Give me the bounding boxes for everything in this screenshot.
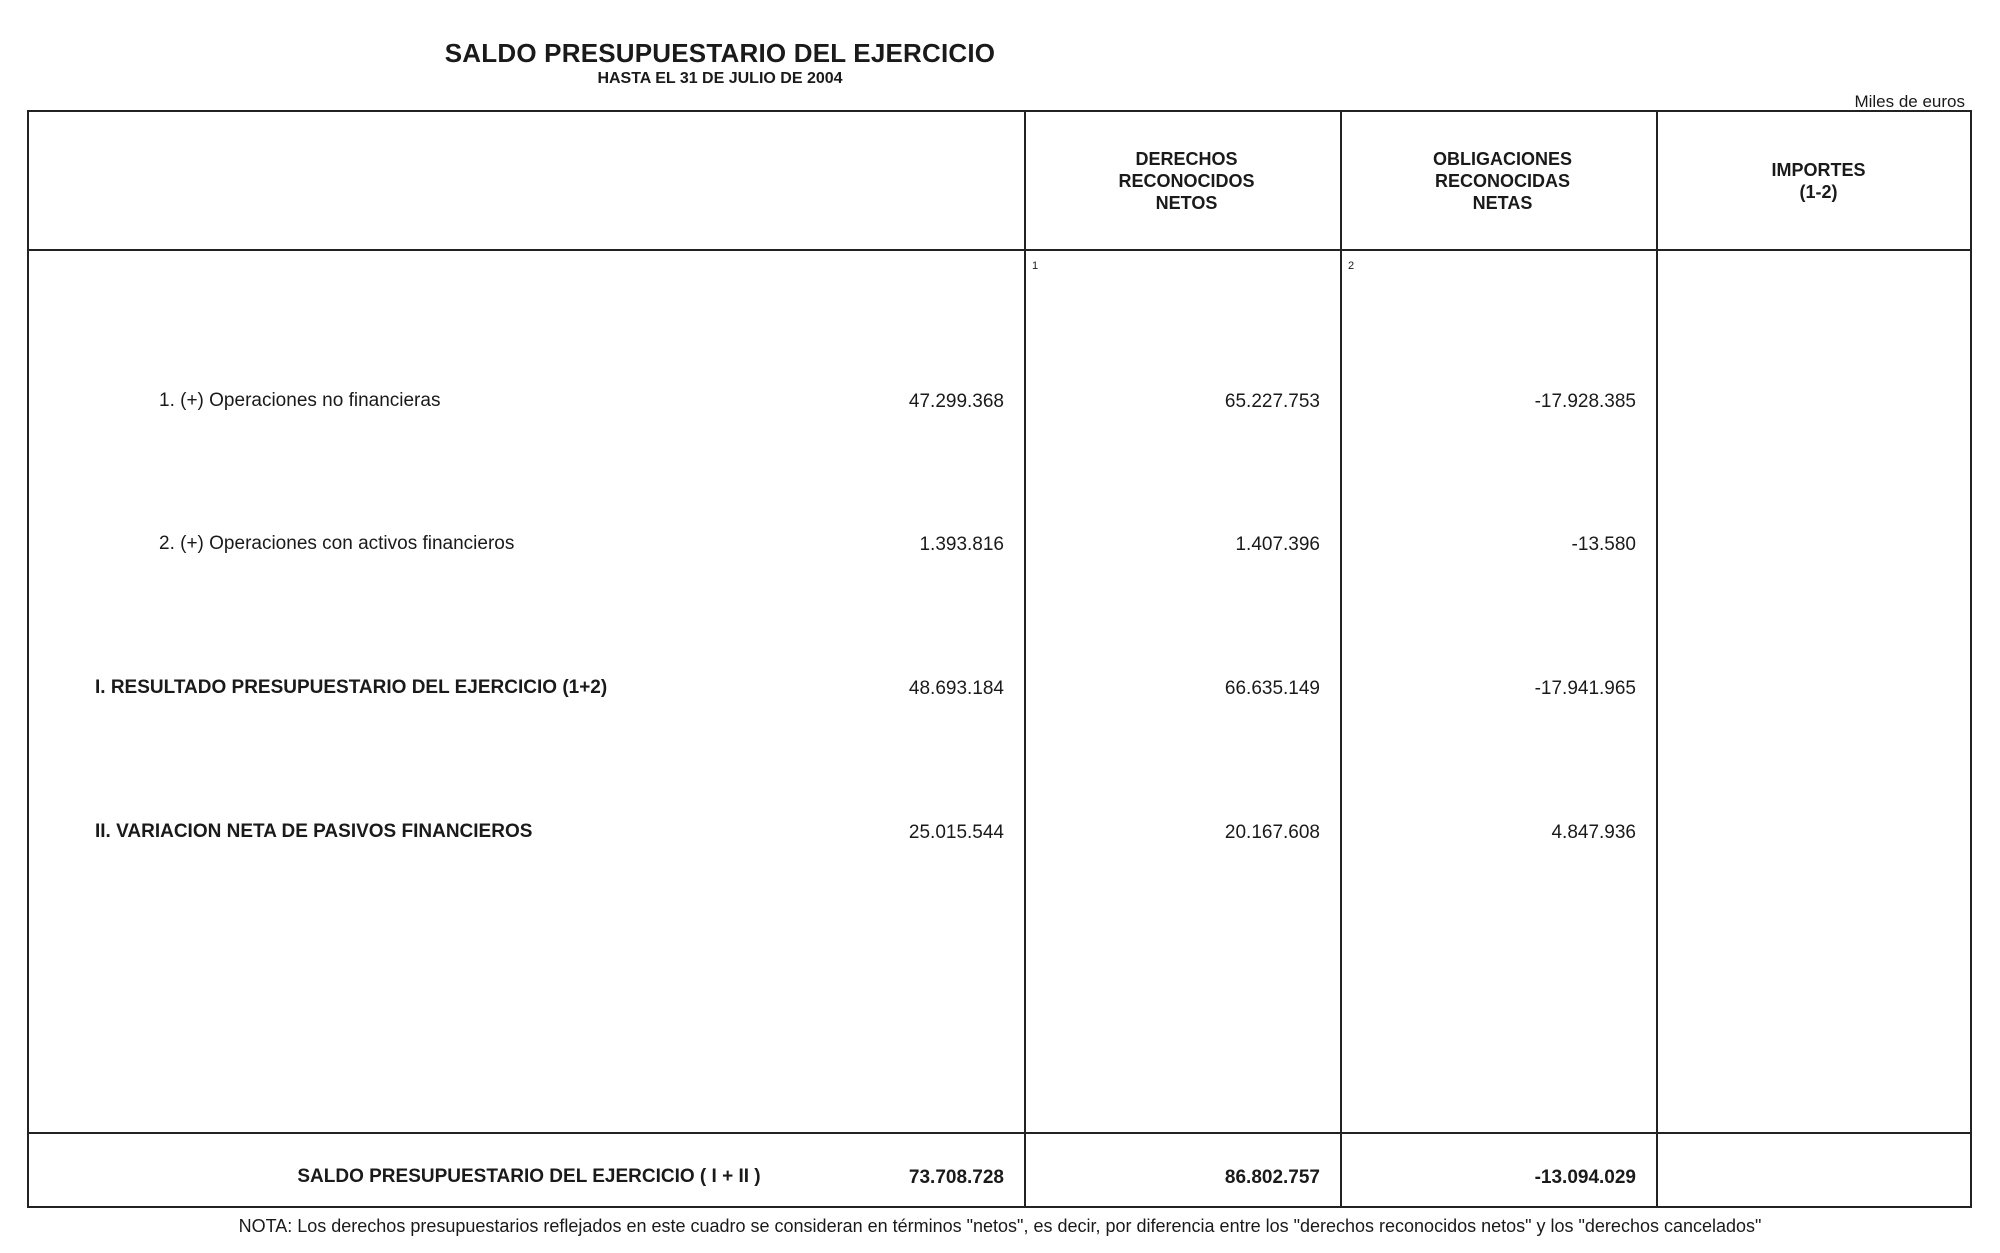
cell-value: 1.393.816 <box>919 534 1004 555</box>
cell-value: 47.299.368 <box>908 391 1004 412</box>
column-number: 2 <box>1348 260 1355 272</box>
cell-value: 1.407.396 <box>1235 534 1320 555</box>
column-divider <box>1340 112 1342 1206</box>
total-divider <box>29 1132 1970 1134</box>
total-label: SALDO PRESUPUESTARIO DEL EJERCICIO ( I + II ) <box>297 1166 761 1187</box>
cell-value: 4.847.936 <box>1551 822 1636 843</box>
row-label-variacion-pasivos: II. VARIACION NETA DE PASIVOS FINANCIEROS <box>95 821 533 842</box>
cell-value: 66.635.149 <box>1224 678 1320 699</box>
heading-line: RECONOCIDOS <box>1118 171 1255 191</box>
column-heading-derechos <box>1029 148 1344 214</box>
page-title: SALDO PRESUPUESTARIO DEL EJERCICIO <box>444 38 996 68</box>
column-heading-obligaciones <box>1345 148 1660 214</box>
heading-line: RECONOCIDAS <box>1434 171 1570 191</box>
heading-line: (1-2) <box>1799 182 1838 202</box>
header-divider <box>29 249 1970 251</box>
column-number: 1 <box>1032 260 1039 272</box>
heading-line: DERECHOS <box>1135 149 1238 169</box>
total-value: 86.802.757 <box>1224 1167 1320 1188</box>
page-subtitle: HASTA EL 31 DE JULIO DE 2004 <box>597 70 843 87</box>
units-label: Miles de euros <box>1854 92 1965 111</box>
cell-value: -13.580 <box>1571 534 1636 555</box>
cell-value: 48.693.184 <box>908 678 1004 699</box>
total-value: 73.708.728 <box>908 1167 1004 1188</box>
column-divider <box>1656 112 1658 1206</box>
cell-value: -17.941.965 <box>1534 678 1636 699</box>
row-label-operaciones-no-financieras: 1. (+) Operaciones no financieras <box>159 390 441 411</box>
total-value: -13.094.029 <box>1534 1167 1636 1188</box>
heading-line: NETOS <box>1155 193 1218 213</box>
row-label-operaciones-activos-financieros: 2. (+) Operaciones con activos financieros <box>159 533 515 554</box>
cell-value: 20.167.608 <box>1224 822 1320 843</box>
budget-table <box>27 110 1972 1208</box>
column-divider <box>1024 112 1026 1206</box>
cell-value: 65.227.753 <box>1224 391 1320 412</box>
cell-value: 25.015.544 <box>908 822 1004 843</box>
footnote: NOTA: Los derechos presupuestarios reflejados en este cuadro se consideran en términos "netos", es decir, por diferencia entre los "derechos reconocidos netos" y los "derechos cancelados" <box>238 1216 1762 1236</box>
cell-value: -17.928.385 <box>1534 391 1636 412</box>
row-label-resultado-presupuestario: I. RESULTADO PRESUPUESTARIO DEL EJERCICIO (1+2) <box>95 677 608 698</box>
heading-line: NETAS <box>1472 193 1533 213</box>
heading-line: OBLIGACIONES <box>1432 149 1572 169</box>
heading-line: IMPORTES <box>1771 160 1866 180</box>
column-heading-importes <box>1661 159 1976 203</box>
